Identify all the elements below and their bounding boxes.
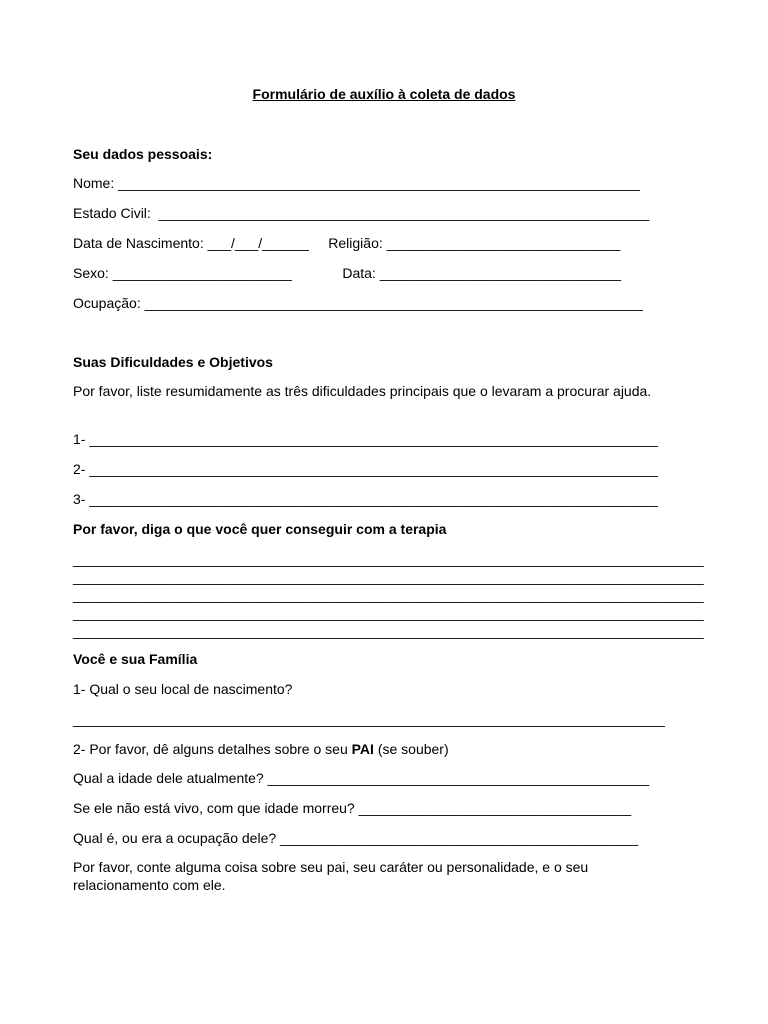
difficulty-3-field[interactable]: 3- _________________________________________________________________________ [73,491,658,507]
father-occupation-field[interactable]: Qual é, ou era a ocupação dele? ______________________________________________ [73,830,639,846]
difficulties-heading: Suas Dificuldades e Objetivos [73,354,273,370]
father-about-prompt: Por favor, conte alguma coisa sobre seu pai, seu caráter ou personalidade, e o seu relacionamento com ele. [73,859,589,893]
father-age-field[interactable]: Qual a idade dele atualmente? _________________________________________________ [73,770,650,786]
goal-line[interactable]: _________________________________________________________________________________ [73,551,704,567]
sex-date-field[interactable]: Sexo: _______________________ Data: _______________________________ [73,265,622,281]
goal-line[interactable]: _________________________________________________________________________________ [73,623,704,639]
civil-status-field[interactable]: Estado Civil: _______________________________________________________________ [73,205,650,221]
goal-line[interactable]: _________________________________________________________________________________ [73,569,704,585]
father-question-suffix: (se souber) [373,741,449,757]
form-title: Formulário de auxílio à coleta de dados [252,86,516,102]
goals-heading: Por favor, diga o que você quer conseguir com a terapia [73,521,447,537]
birthplace-question: 1- Qual o seu local de nascimento? [73,681,293,697]
father-question-prefix: 2- Por favor, dê alguns detalhes sobre o seu [73,741,352,757]
name-field[interactable]: Nome: ___________________________________________________________________ [73,175,640,191]
father-death-age-field[interactable]: Se ele não está vivo, com que idade morreu? ___________________________________ [73,800,632,816]
goal-line[interactable]: _________________________________________________________________________________ [73,605,704,621]
father-details-question [73,740,449,758]
family-heading: Você e sua Família [73,651,198,667]
difficulties-intro: Por favor, liste resumidamente as três dificuldades principais que o levaram a procurar ajuda. [73,383,652,399]
difficulty-2-field[interactable]: 2- _________________________________________________________________________ [73,461,658,477]
occupation-field[interactable]: Ocupação: ________________________________________________________________ [73,295,643,311]
father-emphasis: PAI [351,741,374,757]
personal-heading: Seu dados pessoais: [73,146,213,162]
birth-religion-field[interactable]: Data de Nascimento: ___/___/______ Religião: ______________________________ [73,235,621,251]
goal-line[interactable]: _________________________________________________________________________________ [73,587,704,603]
difficulty-1-field[interactable]: 1- _________________________________________________________________________ [73,431,658,447]
birthplace-field[interactable]: ____________________________________________________________________________ [73,711,665,727]
